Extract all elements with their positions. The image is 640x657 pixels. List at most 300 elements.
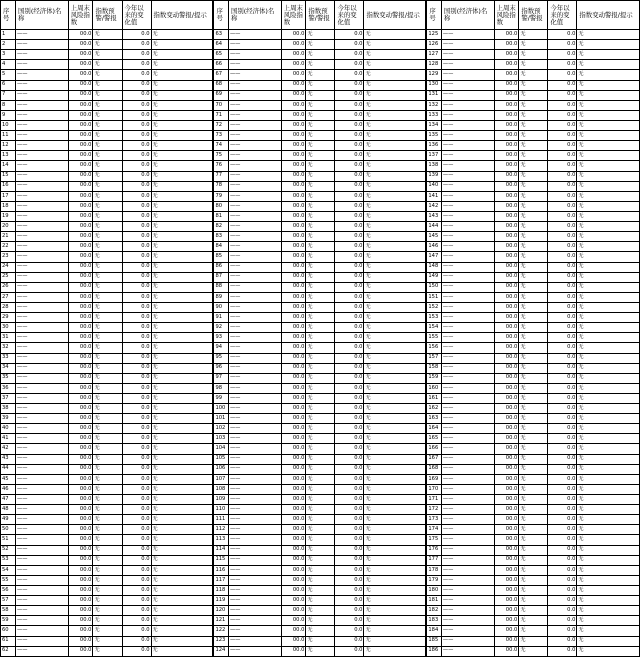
cell-name: —— (16, 505, 69, 515)
cell-change: 0.0 (122, 495, 151, 505)
table-row (1, 272, 640, 282)
cell-index: 00.0 (494, 535, 519, 545)
cell-prompt: 无 (577, 302, 640, 312)
row-number: 35 (1, 373, 16, 383)
row-number: 4 (1, 60, 16, 70)
cell-prompt: 无 (151, 363, 213, 373)
cell-index: 00.0 (281, 151, 306, 161)
cell-index: 00.0 (281, 131, 306, 141)
cell-change: 0.0 (335, 60, 364, 70)
cell-alert: 无 (519, 242, 548, 252)
cell-index: 00.0 (68, 474, 93, 484)
cell-index: 00.0 (494, 515, 519, 525)
cell-prompt: 无 (577, 454, 640, 464)
cell-name: —— (228, 515, 281, 525)
cell-change: 0.0 (335, 171, 364, 181)
cell-change: 0.0 (335, 343, 364, 353)
cell-prompt: 无 (151, 616, 213, 626)
row-number: 60 (1, 626, 16, 636)
column-header: 上周末风险指数 (281, 1, 306, 30)
column-header: 指数预警/警报 (519, 1, 548, 30)
cell-name: —— (228, 262, 281, 272)
row-number: 81 (213, 211, 228, 221)
row-number: 131 (426, 90, 441, 100)
cell-change: 0.0 (122, 292, 151, 302)
cell-change: 0.0 (548, 444, 577, 454)
cell-alert: 无 (519, 343, 548, 353)
cell-name: —— (228, 131, 281, 141)
cell-name: —— (16, 383, 69, 393)
row-number: 76 (213, 161, 228, 171)
cell-index: 00.0 (494, 282, 519, 292)
cell-index: 00.0 (281, 575, 306, 585)
cell-change: 0.0 (122, 90, 151, 100)
cell-change: 0.0 (122, 222, 151, 232)
row-number: 153 (426, 313, 441, 323)
cell-name: —— (16, 333, 69, 343)
cell-alert: 无 (306, 262, 335, 272)
cell-name: —— (16, 171, 69, 181)
cell-index: 00.0 (281, 505, 306, 515)
cell-alert: 无 (306, 141, 335, 151)
cell-change: 0.0 (548, 30, 577, 40)
cell-name: —— (441, 515, 494, 525)
row-number: 66 (213, 60, 228, 70)
cell-name: —— (16, 201, 69, 211)
cell-prompt: 无 (151, 626, 213, 636)
cell-name: —— (441, 110, 494, 120)
cell-change: 0.0 (548, 555, 577, 565)
cell-change: 0.0 (548, 525, 577, 535)
cell-alert: 无 (93, 161, 122, 171)
row-number: 62 (1, 646, 16, 656)
cell-name: —— (441, 40, 494, 50)
cell-change: 0.0 (548, 100, 577, 110)
table-row (1, 252, 640, 262)
cell-index: 00.0 (68, 383, 93, 393)
cell-index: 00.0 (281, 373, 306, 383)
cell-name: —— (16, 161, 69, 171)
cell-change: 0.0 (335, 636, 364, 646)
cell-prompt: 无 (364, 222, 426, 232)
cell-change: 0.0 (335, 495, 364, 505)
cell-index: 00.0 (281, 90, 306, 100)
cell-change: 0.0 (122, 535, 151, 545)
cell-alert: 无 (519, 40, 548, 50)
cell-index: 00.0 (494, 353, 519, 363)
row-number: 123 (213, 636, 228, 646)
cell-name: —— (16, 515, 69, 525)
cell-change: 0.0 (548, 40, 577, 50)
cell-name: —— (228, 222, 281, 232)
cell-index: 00.0 (68, 444, 93, 454)
cell-index: 00.0 (494, 434, 519, 444)
row-number: 108 (213, 484, 228, 494)
cell-alert: 无 (93, 50, 122, 60)
row-number: 74 (213, 141, 228, 151)
cell-prompt: 无 (577, 323, 640, 333)
cell-name: —— (16, 495, 69, 505)
table-row (1, 211, 640, 221)
table-row (1, 292, 640, 302)
cell-index: 00.0 (281, 424, 306, 434)
row-number: 182 (426, 606, 441, 616)
cell-name: —— (228, 70, 281, 80)
cell-index: 00.0 (494, 454, 519, 464)
cell-index: 00.0 (68, 464, 93, 474)
row-number: 100 (213, 404, 228, 414)
cell-name: —— (441, 181, 494, 191)
cell-name: —— (441, 131, 494, 141)
cell-alert: 无 (306, 323, 335, 333)
cell-name: —— (228, 373, 281, 383)
cell-change: 0.0 (122, 484, 151, 494)
cell-index: 00.0 (68, 646, 93, 656)
table-row (1, 474, 640, 484)
cell-name: —— (441, 505, 494, 515)
row-number: 154 (426, 323, 441, 333)
cell-prompt: 无 (364, 232, 426, 242)
cell-alert: 无 (306, 120, 335, 130)
cell-prompt: 无 (577, 505, 640, 515)
cell-name: —— (228, 292, 281, 302)
cell-index: 00.0 (494, 131, 519, 141)
row-number: 171 (426, 495, 441, 505)
table-row (1, 535, 640, 545)
cell-alert: 无 (519, 484, 548, 494)
row-number: 18 (1, 201, 16, 211)
cell-alert: 无 (93, 80, 122, 90)
row-number: 127 (426, 50, 441, 60)
cell-alert: 无 (519, 222, 548, 232)
cell-prompt: 无 (577, 393, 640, 403)
row-number: 180 (426, 586, 441, 596)
table-row (1, 505, 640, 515)
row-number: 116 (213, 565, 228, 575)
cell-prompt: 无 (577, 50, 640, 60)
cell-prompt: 无 (151, 545, 213, 555)
cell-index: 00.0 (494, 404, 519, 414)
cell-alert: 无 (93, 343, 122, 353)
cell-index: 00.0 (281, 596, 306, 606)
cell-name: —— (228, 333, 281, 343)
cell-name: —— (441, 545, 494, 555)
cell-index: 00.0 (281, 343, 306, 353)
cell-change: 0.0 (548, 353, 577, 363)
cell-change: 0.0 (122, 141, 151, 151)
cell-prompt: 无 (577, 333, 640, 343)
column-header: 指数预警/警报 (93, 1, 122, 30)
cell-change: 0.0 (122, 343, 151, 353)
cell-alert: 无 (306, 313, 335, 323)
cell-alert: 无 (306, 191, 335, 201)
cell-name: —— (228, 161, 281, 171)
row-number: 58 (1, 606, 16, 616)
cell-prompt: 无 (364, 393, 426, 403)
cell-index: 00.0 (281, 525, 306, 535)
row-number: 107 (213, 474, 228, 484)
table-row (1, 626, 640, 636)
cell-alert: 无 (93, 201, 122, 211)
cell-alert: 无 (519, 110, 548, 120)
cell-alert: 无 (93, 120, 122, 130)
cell-index: 00.0 (494, 586, 519, 596)
table-row (1, 565, 640, 575)
cell-change: 0.0 (335, 90, 364, 100)
cell-name: —— (16, 626, 69, 636)
cell-name: —— (228, 424, 281, 434)
cell-name: —— (228, 282, 281, 292)
row-number: 141 (426, 191, 441, 201)
cell-change: 0.0 (335, 464, 364, 474)
cell-name: —— (441, 50, 494, 60)
cell-change: 0.0 (548, 70, 577, 80)
cell-name: —— (228, 363, 281, 373)
row-number: 93 (213, 333, 228, 343)
cell-name: —— (16, 545, 69, 555)
cell-change: 0.0 (335, 141, 364, 151)
cell-name: —— (16, 565, 69, 575)
cell-prompt: 无 (364, 302, 426, 312)
cell-prompt: 无 (151, 211, 213, 221)
cell-change: 0.0 (548, 323, 577, 333)
cell-change: 0.0 (335, 292, 364, 302)
cell-name: —— (441, 201, 494, 211)
cell-alert: 无 (519, 120, 548, 130)
cell-prompt: 无 (151, 232, 213, 242)
cell-prompt: 无 (577, 474, 640, 484)
cell-prompt: 无 (577, 222, 640, 232)
row-number: 136 (426, 141, 441, 151)
cell-name: —— (228, 232, 281, 242)
cell-prompt: 无 (151, 110, 213, 120)
row-number: 132 (426, 100, 441, 110)
row-number: 130 (426, 80, 441, 90)
row-number: 65 (213, 50, 228, 60)
cell-change: 0.0 (335, 232, 364, 242)
cell-name: —— (228, 646, 281, 656)
cell-change: 0.0 (335, 353, 364, 363)
cell-prompt: 无 (364, 40, 426, 50)
cell-alert: 无 (306, 292, 335, 302)
cell-change: 0.0 (548, 120, 577, 130)
table-row (1, 131, 640, 141)
table-row (1, 151, 640, 161)
cell-change: 0.0 (335, 404, 364, 414)
cell-alert: 无 (93, 262, 122, 272)
cell-index: 00.0 (281, 222, 306, 232)
cell-prompt: 无 (577, 363, 640, 373)
table-row (1, 171, 640, 181)
cell-name: —— (16, 272, 69, 282)
cell-prompt: 无 (577, 211, 640, 221)
cell-name: —— (441, 151, 494, 161)
cell-alert: 无 (93, 545, 122, 555)
cell-alert: 无 (93, 171, 122, 181)
row-number: 120 (213, 606, 228, 616)
cell-name: —— (228, 626, 281, 636)
cell-change: 0.0 (122, 232, 151, 242)
header-row (1, 1, 640, 30)
cell-index: 00.0 (68, 596, 93, 606)
cell-prompt: 无 (151, 596, 213, 606)
cell-prompt: 无 (364, 70, 426, 80)
cell-alert: 无 (306, 444, 335, 454)
cell-name: —— (16, 191, 69, 201)
cell-index: 00.0 (68, 434, 93, 444)
cell-alert: 无 (519, 586, 548, 596)
column-header: 上周末风险指数 (494, 1, 519, 30)
cell-alert: 无 (93, 444, 122, 454)
cell-change: 0.0 (548, 464, 577, 474)
table-row (1, 434, 640, 444)
cell-prompt: 无 (577, 282, 640, 292)
cell-prompt: 无 (151, 282, 213, 292)
cell-change: 0.0 (122, 191, 151, 201)
cell-alert: 无 (306, 353, 335, 363)
row-number: 3 (1, 50, 16, 60)
row-number: 169 (426, 474, 441, 484)
cell-alert: 无 (306, 565, 335, 575)
cell-alert: 无 (519, 575, 548, 585)
cell-prompt: 无 (151, 272, 213, 282)
cell-change: 0.0 (122, 313, 151, 323)
cell-name: —— (228, 434, 281, 444)
cell-prompt: 无 (151, 404, 213, 414)
cell-alert: 无 (306, 575, 335, 585)
cell-name: —— (228, 181, 281, 191)
cell-index: 00.0 (68, 586, 93, 596)
cell-change: 0.0 (548, 222, 577, 232)
cell-name: —— (228, 555, 281, 565)
table-row (1, 80, 640, 90)
cell-name: —— (16, 454, 69, 464)
cell-alert: 无 (519, 606, 548, 616)
cell-prompt: 无 (364, 515, 426, 525)
cell-alert: 无 (519, 201, 548, 211)
table-row (1, 161, 640, 171)
row-number: 89 (213, 292, 228, 302)
cell-change: 0.0 (335, 586, 364, 596)
column-header: 国别(经济体)名称 (441, 1, 494, 30)
cell-change: 0.0 (548, 151, 577, 161)
cell-prompt: 无 (577, 414, 640, 424)
cell-name: —— (228, 100, 281, 110)
row-number: 50 (1, 525, 16, 535)
cell-prompt: 无 (151, 120, 213, 130)
cell-prompt: 无 (151, 90, 213, 100)
cell-change: 0.0 (122, 282, 151, 292)
cell-index: 00.0 (494, 252, 519, 262)
cell-alert: 无 (519, 424, 548, 434)
cell-prompt: 无 (364, 555, 426, 565)
cell-index: 00.0 (68, 151, 93, 161)
table-row (1, 495, 640, 505)
cell-prompt: 无 (151, 646, 213, 656)
cell-prompt: 无 (577, 292, 640, 302)
cell-name: —— (16, 252, 69, 262)
cell-prompt: 无 (577, 40, 640, 50)
row-number: 143 (426, 211, 441, 221)
cell-alert: 无 (519, 414, 548, 424)
cell-alert: 无 (519, 161, 548, 171)
cell-index: 00.0 (494, 313, 519, 323)
cell-prompt: 无 (151, 373, 213, 383)
table-row (1, 515, 640, 525)
row-number: 181 (426, 596, 441, 606)
cell-index: 00.0 (494, 636, 519, 646)
cell-name: —— (441, 100, 494, 110)
cell-name: —— (228, 141, 281, 151)
table-row (1, 424, 640, 434)
column-header: 今年以来的变化值 (335, 1, 364, 30)
cell-name: —— (16, 50, 69, 60)
cell-prompt: 无 (364, 343, 426, 353)
cell-change: 0.0 (335, 242, 364, 252)
cell-alert: 无 (93, 424, 122, 434)
cell-change: 0.0 (548, 596, 577, 606)
cell-index: 00.0 (68, 575, 93, 585)
cell-index: 00.0 (281, 30, 306, 40)
cell-name: —— (228, 414, 281, 424)
table-row (1, 60, 640, 70)
column-header: 序号 (1, 1, 16, 30)
cell-change: 0.0 (122, 252, 151, 262)
cell-index: 00.0 (281, 515, 306, 525)
cell-name: —— (441, 525, 494, 535)
cell-index: 00.0 (281, 242, 306, 252)
cell-prompt: 无 (364, 181, 426, 191)
table-row (1, 454, 640, 464)
column-header: 国别(经济体)名称 (228, 1, 281, 30)
cell-prompt: 无 (151, 575, 213, 585)
cell-prompt: 无 (151, 333, 213, 343)
row-number: 109 (213, 495, 228, 505)
cell-change: 0.0 (335, 151, 364, 161)
table-row (1, 302, 640, 312)
row-number: 80 (213, 201, 228, 211)
cell-alert: 无 (93, 515, 122, 525)
row-number: 90 (213, 302, 228, 312)
cell-name: —— (228, 110, 281, 120)
row-number: 71 (213, 110, 228, 120)
cell-index: 00.0 (281, 393, 306, 403)
cell-prompt: 无 (151, 434, 213, 444)
cell-name: —— (441, 454, 494, 464)
cell-index: 00.0 (494, 232, 519, 242)
row-number: 69 (213, 90, 228, 100)
cell-alert: 无 (93, 596, 122, 606)
cell-name: —— (441, 343, 494, 353)
cell-index: 00.0 (494, 525, 519, 535)
row-number: 39 (1, 414, 16, 424)
row-number: 148 (426, 262, 441, 272)
cell-name: —— (441, 60, 494, 70)
cell-change: 0.0 (122, 171, 151, 181)
cell-alert: 无 (93, 626, 122, 636)
cell-prompt: 无 (364, 373, 426, 383)
cell-name: —— (16, 414, 69, 424)
cell-alert: 无 (306, 646, 335, 656)
row-number: 155 (426, 333, 441, 343)
cell-name: —— (441, 646, 494, 656)
cell-index: 00.0 (68, 353, 93, 363)
cell-alert: 无 (93, 313, 122, 323)
cell-change: 0.0 (122, 131, 151, 141)
table-row (1, 282, 640, 292)
cell-prompt: 无 (151, 40, 213, 50)
cell-alert: 无 (93, 70, 122, 80)
